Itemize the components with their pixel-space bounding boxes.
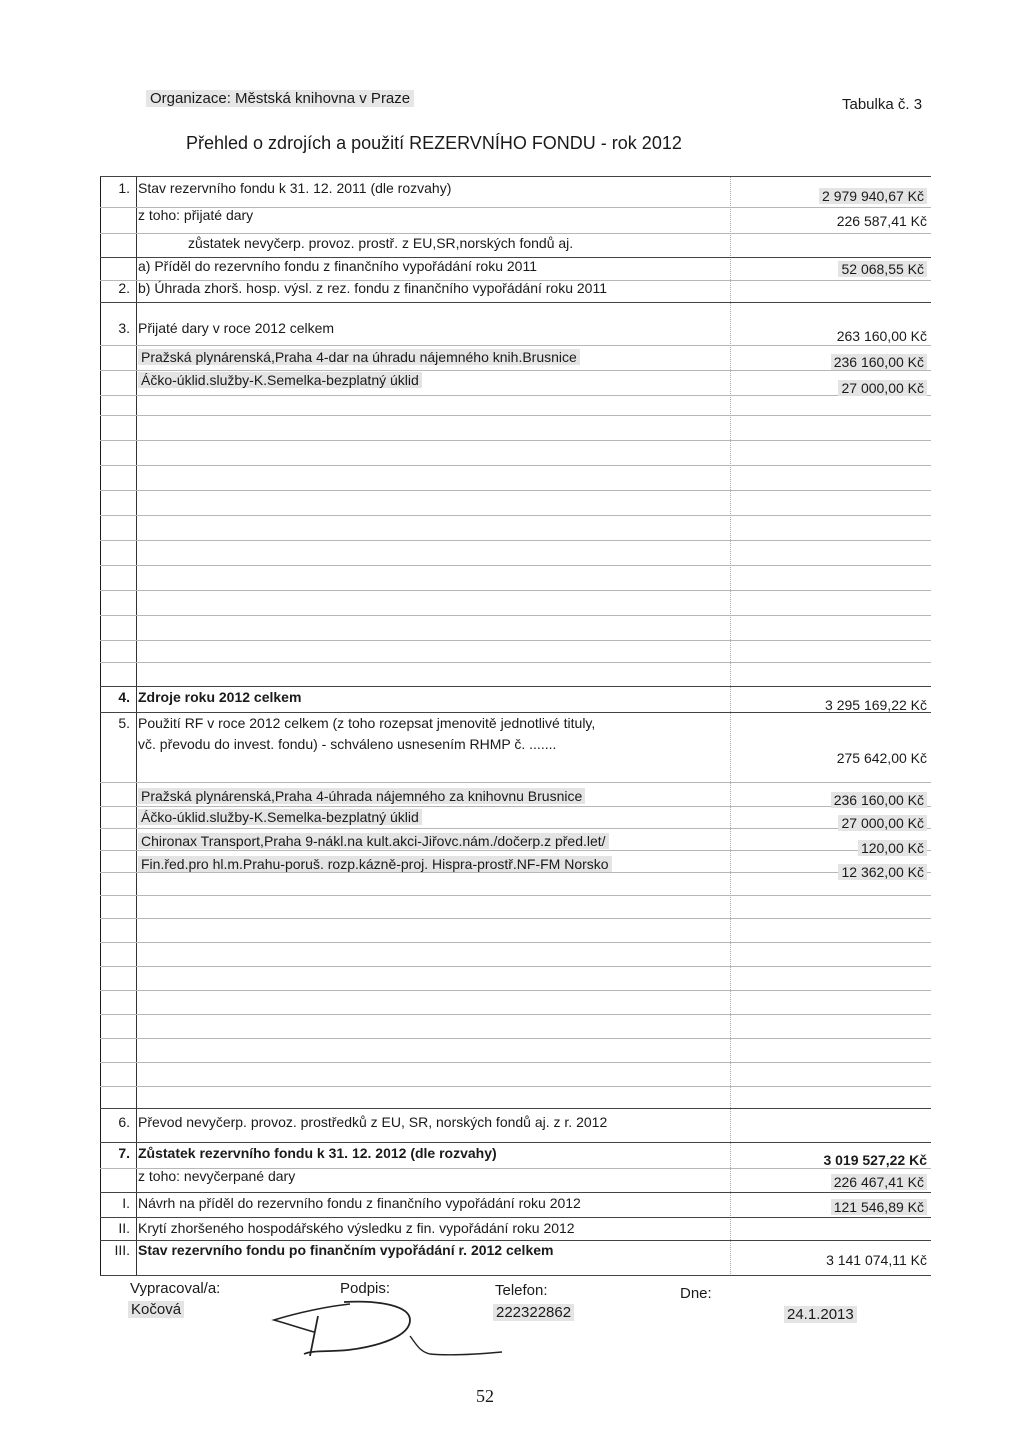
rule — [100, 918, 931, 919]
table-row — [100, 854, 931, 880]
row-label: vč. převodu do invest. fondu) - schváleno usnesením RHMP č. ....... — [138, 736, 557, 752]
row-label: Stav rezervního fondu k 31. 12. 2011 (dle rozvahy) — [138, 180, 452, 196]
signature-label: Podpis: — [340, 1280, 391, 1297]
rule — [100, 1086, 931, 1087]
table-row — [100, 1193, 931, 1214]
rule — [100, 1038, 931, 1039]
row-value: 226 467,41 Kč — [831, 1174, 927, 1190]
row-number: 4. — [118, 689, 130, 705]
rule — [100, 465, 931, 466]
row-label: z toho: přijaté dary — [138, 207, 254, 223]
table-row — [100, 233, 931, 254]
organization-label: Organizace: Městská knihovna v Praze — [146, 90, 414, 107]
row-value: 3 141 074,11 Kč — [826, 1252, 927, 1268]
table-row — [100, 378, 931, 399]
rule — [100, 828, 931, 829]
table-row — [100, 713, 931, 734]
table-row — [100, 1112, 931, 1133]
row-value: 27 000,00 Kč — [838, 815, 927, 831]
table-row — [100, 186, 931, 207]
row-value: 3 019 527,22 Kč — [823, 1152, 927, 1168]
table-number: Tabulka č. 3 — [842, 96, 923, 113]
row-value: 275 642,00 Kč — [836, 750, 927, 766]
row-number: III. — [114, 1242, 130, 1258]
rule — [100, 490, 931, 491]
rule — [100, 1062, 931, 1063]
row-label: Přijaté dary v roce 2012 celkem — [138, 320, 335, 336]
table-row — [100, 807, 931, 831]
rule-bottom — [100, 1275, 931, 1276]
prepared-by-label: Vypracoval/a: — [130, 1280, 221, 1297]
row-value: 52 068,55 Kč — [838, 261, 927, 277]
rule — [100, 990, 931, 991]
table-row — [100, 1218, 931, 1239]
row-number: 1. — [118, 180, 130, 196]
row-label: Stav rezervního fondu po finančním vypořádání r. 2012 celkem — [138, 1242, 554, 1258]
row-value: 12 362,00 Kč — [838, 864, 927, 880]
row-label: Převod nevyčerp. provoz. prostředků z EU, SR, norských fondů aj. z r. 2012 — [138, 1114, 608, 1130]
rule-top — [100, 176, 931, 177]
row-label: Zůstatek rezervního fondu k 31. 12. 2012 (dle rozvahy) — [138, 1145, 497, 1161]
row-label: Áčko-úklid.služby-K.Semelka-bezplatný úklid — [138, 372, 422, 388]
rule — [100, 590, 931, 591]
phone-value: 222322862 — [493, 1304, 574, 1321]
page-title: Přehled o zdrojích a použití REZERVNÍHO FONDU - rok 2012 — [186, 133, 682, 153]
row-label: Použití RF v roce 2012 celkem (z toho rozepsat jmenovitě jednotlivé tituly, — [138, 715, 596, 731]
rule — [100, 895, 931, 896]
row-label: Návrh na příděl do rezervního fondu z finančního vypořádání roku 2012 — [138, 1195, 581, 1211]
rule — [100, 302, 931, 303]
row-number: 5. — [118, 715, 130, 731]
handwritten-signature — [270, 1298, 520, 1368]
row-label: b) Úhrada zhorš. hosp. výsl. z rez. fondu z finančního vypořádání roku 2011 — [138, 280, 607, 296]
row-value: 226 587,41 Kč — [836, 213, 927, 229]
prepared-by-name: Kočová — [128, 1301, 184, 1318]
rule — [100, 942, 931, 943]
row-label: Pražská plynárenská,Praha 4-úhrada nájemného za knihovnu Brusnice — [138, 788, 585, 804]
row-label: Pražská plynárenská,Praha 4-dar na úhradu nájemného knih.Brusnice — [138, 349, 580, 365]
phone-label: Telefon: — [495, 1282, 548, 1299]
row-value: 236 160,00 Kč — [831, 354, 927, 370]
rule — [100, 540, 931, 541]
rule — [100, 515, 931, 516]
row-label: z toho: nevyčerpané dary — [138, 1168, 296, 1184]
rule — [100, 966, 931, 967]
rule — [100, 440, 931, 441]
row-number: II. — [118, 1220, 130, 1236]
row-number: 6. — [118, 1114, 130, 1130]
table-row — [100, 1166, 931, 1190]
row-label: Krytí zhoršeného hospodářského výsledku z fin. vypořádání roku 2012 — [138, 1220, 575, 1236]
rule — [100, 1014, 931, 1015]
row-label: a) Příděl do rezervního fondu z finančního vypořádání roku 2011 — [138, 258, 537, 274]
row-value: 2 979 940,67 Kč — [819, 188, 927, 204]
row-value: 27 000,00 Kč — [838, 380, 927, 396]
row-value: 120,00 Kč — [858, 840, 927, 856]
row-label: Zdroje roku 2012 celkem — [138, 689, 302, 705]
rule — [100, 615, 931, 616]
table-row — [100, 1250, 931, 1271]
rule — [100, 640, 931, 641]
date-label: Dne: — [680, 1285, 712, 1302]
row-number: 3. — [118, 320, 130, 336]
table-row — [100, 786, 931, 807]
rule — [100, 662, 931, 663]
row-number: I. — [122, 1195, 130, 1211]
row-label: Áčko-úklid.služby-K.Semelka-bezplatný úklid — [138, 809, 422, 825]
row-number: 7. — [118, 1145, 130, 1161]
rule — [100, 1108, 931, 1109]
row-label: Chironax Transport,Praha 9-nákl.na kult.akci-Jiřovc.nám./dočerp.z před.let/ — [138, 833, 609, 849]
table-row — [100, 326, 931, 347]
row-value: 3 295 169,22 Kč — [825, 697, 927, 713]
table-row — [100, 748, 931, 769]
page-number: 52 — [476, 1386, 494, 1406]
row-number: 2. — [118, 280, 130, 296]
row-label: zůstatek nevyčerp. provoz. prostř. z EU,SR,norských fondů aj. — [188, 235, 574, 251]
date-value: 24.1.2013 — [784, 1306, 857, 1323]
table-row — [100, 831, 931, 856]
rule — [100, 782, 931, 783]
row-label: Fin.řed.pro hl.m.Prahu-poruš. rozp.kázně-proj. Hispra-prostř.NF-FM Norsko — [138, 856, 612, 872]
table-row — [100, 278, 931, 299]
row-value: 121 546,89 Kč — [831, 1199, 927, 1215]
table-row — [100, 259, 931, 280]
table-row — [100, 211, 931, 232]
row-value: 263 160,00 Kč — [836, 328, 927, 344]
rule — [100, 415, 931, 416]
rule — [100, 565, 931, 566]
row-value: 236 160,00 Kč — [831, 792, 927, 808]
